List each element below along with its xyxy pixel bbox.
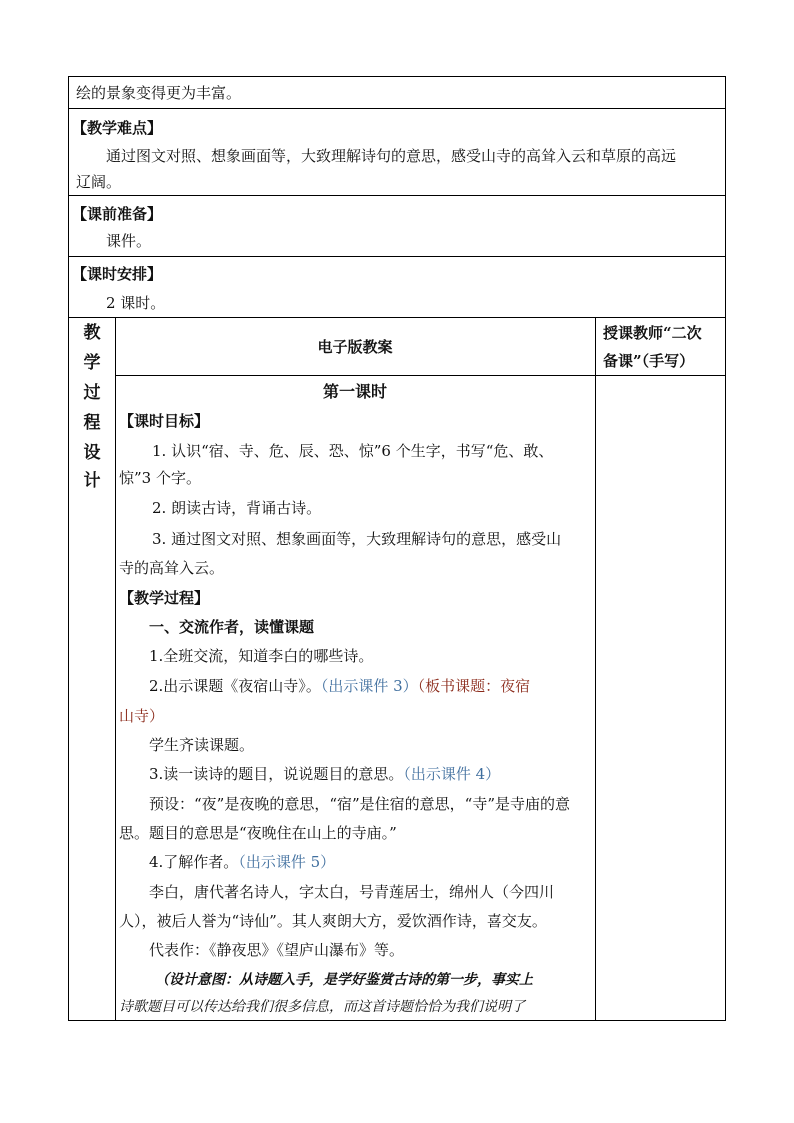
goal-text-line: 3. 通过图文对照、想象画面等，大致理解诗句的意思，感受山	[152, 530, 562, 548]
goal-text-line: 惊”3 个字。	[119, 469, 201, 487]
preset-text-line: 预设：“夜”是夜晚的意思，“宿”是住宿的意思，“寺”是寺庙的意	[149, 795, 571, 813]
header-divider	[115, 375, 726, 376]
schedule-heading: 【课时安排】	[72, 265, 163, 283]
table-border-right	[725, 76, 726, 1021]
vertical-label-char: 学	[83, 353, 101, 373]
goal-text-line: 寺的高耸入云。	[119, 559, 225, 577]
goal-text-line: 1. 认识“宿、寺、危、辰、恐、惊”6 个生字，书写“危、敢、	[152, 442, 554, 460]
vertical-label-char: 教	[83, 323, 101, 343]
column-divider	[115, 317, 116, 1021]
vertical-label-char: 设	[83, 443, 101, 463]
row-divider	[68, 256, 726, 257]
vertical-label-char: 过	[83, 383, 101, 403]
prep-text: 课件。	[106, 232, 152, 250]
difficulty-text-line: 通过图文对照、想象画面等，大致理解诗句的意思，感受山寺的高耸入云和草原的高远	[106, 147, 677, 165]
difficulty-text-line: 辽阔。	[76, 173, 122, 191]
table-border-bottom	[68, 1020, 726, 1021]
carryover-text: 绘的景象变得更为丰富。	[76, 84, 242, 102]
step-text: 2.出示课题《夜宿山寺》。	[149, 677, 321, 695]
table-border-left	[68, 76, 69, 1021]
lesson-title: 第一课时	[322, 382, 387, 401]
process-heading: 【教学过程】	[119, 589, 210, 607]
table-border-top	[68, 76, 726, 77]
author-text-line: 李白，唐代著名诗人，字太白，号青莲居士，绵州人（今四川	[149, 883, 555, 901]
vertical-label-char: 计	[83, 471, 101, 491]
difficulty-heading: 【教学难点】	[72, 119, 163, 137]
step-text-line	[149, 675, 530, 697]
column-divider	[595, 317, 596, 1021]
column-header-side: 授课教师“二次	[603, 324, 702, 342]
board-note: 山寺）	[119, 707, 165, 725]
schedule-text: 2 课时。	[106, 294, 166, 312]
design-intent-line: （设计意图：从诗题入手，是学好鉴赏古诗的第一步，事实上	[155, 972, 533, 988]
column-header-main: 电子版教案	[317, 338, 393, 356]
row-divider	[68, 108, 726, 109]
courseware-note: （出示课件 5）	[238, 853, 336, 871]
courseware-note: （出示课件 4）	[403, 765, 501, 783]
board-note: （板书课题：夜宿	[417, 677, 531, 695]
step-text: 3.读一读诗的题目，说说题目的意思。	[149, 765, 404, 783]
goal-heading: 【课时目标】	[119, 412, 210, 430]
step-text-line	[149, 763, 500, 785]
column-header-side: 备课”（手写）	[603, 352, 695, 370]
step-text: 学生齐读课题。	[149, 736, 255, 754]
step-heading: 一、交流作者，读懂课题	[149, 618, 315, 636]
design-intent-line: 诗歌题目可以传达给我们很多信息，而这首诗题恰恰为我们说明了	[119, 999, 525, 1015]
step-text-line	[149, 851, 335, 873]
prep-heading: 【课前准备】	[72, 205, 163, 223]
row-divider	[68, 317, 726, 318]
step-text: 4.了解作者。	[149, 853, 239, 871]
goal-text-line: 2. 朗读古诗，背诵古诗。	[152, 499, 322, 517]
step-text: 1.全班交流，知道李白的哪些诗。	[149, 647, 374, 665]
author-text-line: 人），被后人誉为“诗仙”。其人爽朗大方，爱饮酒作诗，喜交友。	[119, 912, 547, 930]
vertical-label-char: 程	[83, 413, 101, 433]
courseware-note: （出示课件 3）	[320, 677, 418, 695]
preset-text-line: 思。题目的意思是“夜晚住在山上的寺庙。”	[119, 824, 397, 842]
author-text-line: 代表作：《静夜思》《望庐山瀑布》等。	[149, 941, 405, 959]
row-divider	[68, 195, 726, 196]
